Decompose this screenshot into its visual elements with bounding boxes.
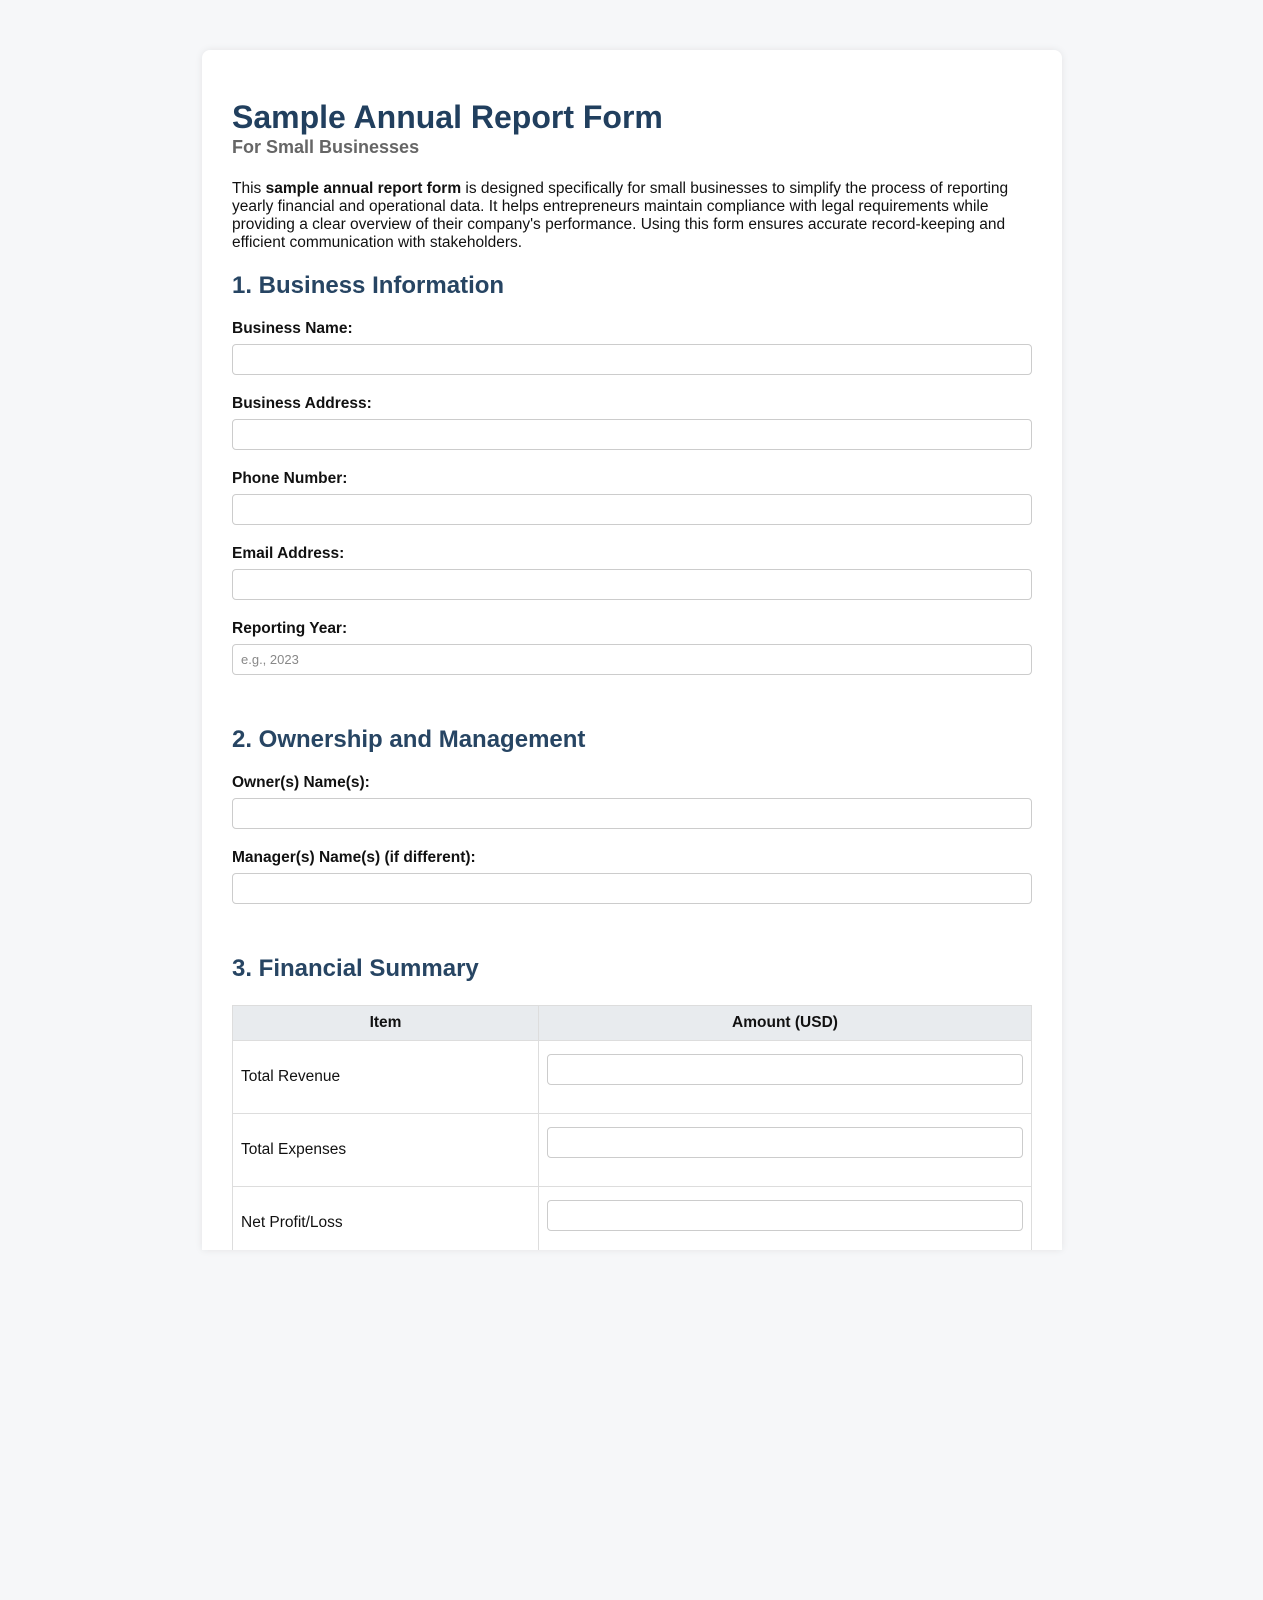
reporting-year-label: Reporting Year: bbox=[232, 620, 348, 637]
email-address-label: Email Address: bbox=[232, 545, 345, 562]
owner-names-label: Owner(s) Name(s): bbox=[232, 774, 370, 791]
table-header-row bbox=[233, 1006, 1032, 1041]
item-total-expenses: Total Expenses bbox=[233, 1114, 539, 1187]
field-email-address bbox=[232, 545, 1032, 600]
field-reporting-year bbox=[232, 620, 1032, 675]
intro-paragraph bbox=[232, 180, 1032, 252]
reporting-year-input[interactable] bbox=[232, 644, 1032, 675]
page-title: Sample Annual Report Form bbox=[232, 99, 663, 135]
field-manager-names bbox=[232, 849, 1032, 904]
manager-names-label: Manager(s) Name(s) (if different): bbox=[232, 849, 476, 866]
business-name-label: Business Name: bbox=[232, 320, 353, 337]
intro-bold: sample annual report form bbox=[265, 180, 462, 197]
column-header-item: Item bbox=[233, 1006, 539, 1041]
business-info-fields bbox=[232, 320, 1032, 675]
owner-names-input[interactable] bbox=[232, 798, 1032, 829]
item-net-profit-loss: Net Profit/Loss bbox=[233, 1187, 539, 1251]
page-subtitle: For Small Businesses bbox=[232, 137, 420, 157]
business-address-label: Business Address: bbox=[232, 395, 372, 412]
table-row bbox=[233, 1041, 1032, 1114]
phone-number-input[interactable] bbox=[232, 494, 1032, 525]
phone-number-label: Phone Number: bbox=[232, 470, 348, 487]
total-revenue-input[interactable] bbox=[547, 1054, 1023, 1085]
table-row bbox=[233, 1187, 1032, 1251]
column-header-amount: Amount (USD) bbox=[539, 1006, 1032, 1041]
section-heading-business-info: 1. Business Information bbox=[232, 272, 505, 299]
financial-summary-table bbox=[232, 1005, 1032, 1250]
amount-cell bbox=[539, 1187, 1032, 1251]
business-name-input[interactable] bbox=[232, 344, 1032, 375]
field-owner-names bbox=[232, 774, 1032, 829]
intro-suffix: is designed specifically for small businesses to simplify the process of reporting yearly financial and operational data. It helps entrepreneurs maintain compliance with legal requirements while providing a clear overview of their company's performance. Using this form ensures accurate record-keeping and efficient communication with stakeholders. bbox=[232, 180, 1009, 251]
table-row bbox=[233, 1114, 1032, 1187]
ownership-fields bbox=[232, 774, 1032, 904]
email-address-input[interactable] bbox=[232, 569, 1032, 600]
intro-prefix: This bbox=[232, 180, 266, 197]
net-profit-loss-input[interactable] bbox=[547, 1200, 1023, 1231]
amount-cell bbox=[539, 1041, 1032, 1114]
business-address-input[interactable] bbox=[232, 419, 1032, 450]
item-total-revenue: Total Revenue bbox=[233, 1041, 539, 1114]
amount-cell bbox=[539, 1114, 1032, 1187]
field-phone-number bbox=[232, 470, 1032, 525]
section-heading-ownership: 2. Ownership and Management bbox=[232, 726, 586, 753]
total-expenses-input[interactable] bbox=[547, 1127, 1023, 1158]
section-heading-financial: 3. Financial Summary bbox=[232, 955, 479, 982]
field-business-name bbox=[232, 320, 1032, 375]
form-card bbox=[202, 50, 1062, 1250]
manager-names-input[interactable] bbox=[232, 873, 1032, 904]
field-business-address bbox=[232, 395, 1032, 450]
